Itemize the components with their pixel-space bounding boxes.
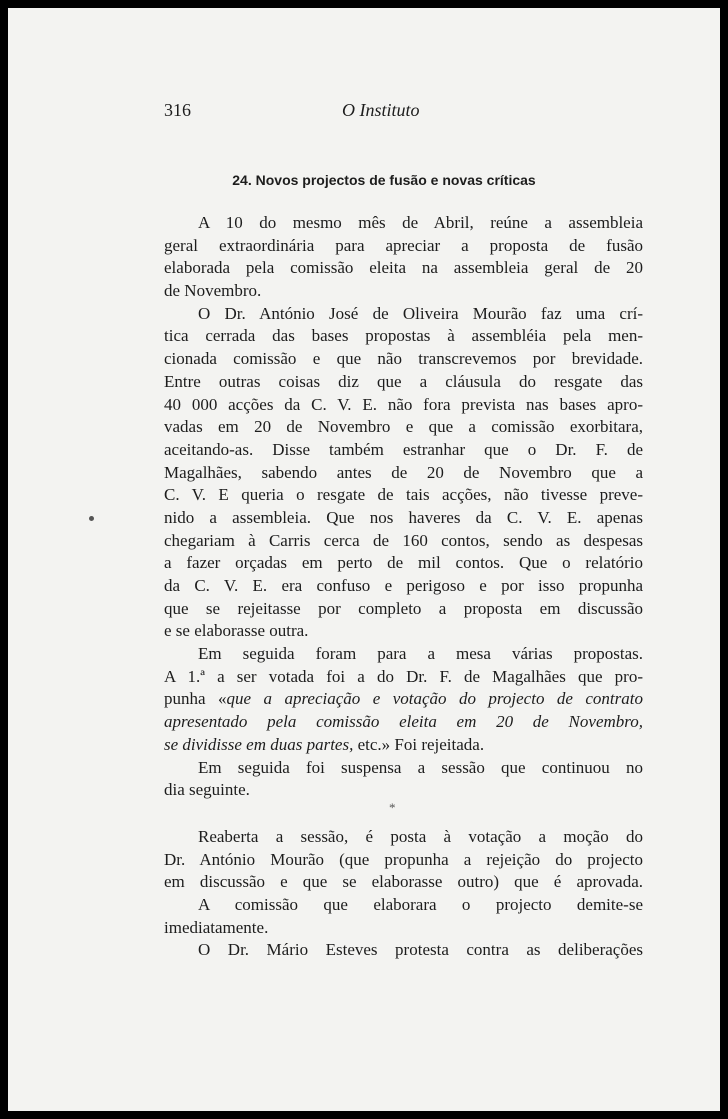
text-line: geral extraordinária para apreciar a proposta de fusão <box>164 235 643 255</box>
text-line: Em seguida foi suspensa a sessão que continuou no <box>198 757 643 777</box>
text-line-mixed <box>164 688 643 711</box>
text-fragment: etc.» Foi rejeitada. <box>353 734 485 754</box>
body-text-continued <box>164 826 643 962</box>
text-line: da C. V. E. era confuso e perigoso e por isso propunha <box>164 576 643 595</box>
text-line: cionada comissão e que não transcrevemos por brevidade. <box>164 349 643 369</box>
section-title: 24. Novos projectos de fusão e novas críticas <box>232 172 536 188</box>
text-line: O Dr. Mário Esteves protesta contra as deliberações <box>198 940 643 960</box>
text-line: Reaberta a sessão, é posta à votação a moção do <box>198 827 643 846</box>
quoted-italic-text: se dividisse em duas partes, <box>164 734 354 754</box>
margin-speck <box>89 516 94 521</box>
running-title: O Instituto <box>342 100 420 120</box>
text-line: C. V. E queria o resgate de tais acções, não tivesse preve- <box>164 485 643 505</box>
section-separator: * <box>389 800 396 815</box>
book-page <box>8 8 720 1111</box>
text-line: que se rejeitasse por completo a proposta em discussão <box>164 598 643 618</box>
text-line: em discussão e que se elaborasse outro) que é aprovada. <box>164 872 643 892</box>
text-fragment: punha « <box>164 689 227 709</box>
text-line: de Novembro. <box>164 281 262 301</box>
quoted-italic-text: apresentado pela comissão eleita em 20 de Novembro, <box>164 712 643 732</box>
text-line: Magalhães, sabendo antes de 20 de Novembro que a <box>164 462 643 482</box>
text-line: 40 000 acções da C. V. E. não fora prevista nas bases apro- <box>164 394 643 414</box>
quoted-italic-text: que a apreciação e votação do projecto de contrato <box>226 689 643 709</box>
page-header <box>8 100 720 124</box>
text-line: nido a assembleia. Que nos haveres da C. V. E. apenas <box>164 507 643 527</box>
text-line: A 1.ª a ser votada foi a do Dr. F. de Magalhães que pro- <box>164 666 643 686</box>
text-line: Entre outras coisas diz que a cláusula do resgate das <box>164 371 643 391</box>
text-line: a fazer orçadas em perto de mil contos. Que o relatório <box>164 553 643 573</box>
text-line: Dr. António Mourão (que propunha a rejeição do projecto <box>164 849 643 869</box>
text-line: aceitando-as. Disse também estranhar que o Dr. F. de <box>164 439 643 459</box>
text-line: chegariam à Carris cerca de 160 contos, sendo as despesas <box>164 530 643 550</box>
text-line: A comissão que elaborara o projecto demite-se <box>198 895 643 915</box>
text-line: e se elaborasse outra. <box>164 621 309 641</box>
text-line: dia seguinte. <box>164 780 250 800</box>
text-line: tica cerrada das bases propostas à assembléia pela men- <box>164 326 643 346</box>
text-line: vadas em 20 de Novembro e que a comissão exorbitara, <box>164 417 643 437</box>
text-line: Em seguida foram para a mesa várias propostas. <box>198 644 643 664</box>
text-line: imediatamente. <box>164 917 269 937</box>
page-number: 316 <box>164 100 191 120</box>
text-line: A 10 do mesmo mês de Abril, reúne a assembleia <box>198 213 643 232</box>
text-line: O Dr. António José de Oliveira Mourão faz uma crí- <box>198 303 643 323</box>
text-line: elaborada pela comissão eleita na assembleia geral de 20 <box>164 258 643 278</box>
body-text <box>164 212 643 802</box>
text-line-mixed <box>164 734 643 757</box>
